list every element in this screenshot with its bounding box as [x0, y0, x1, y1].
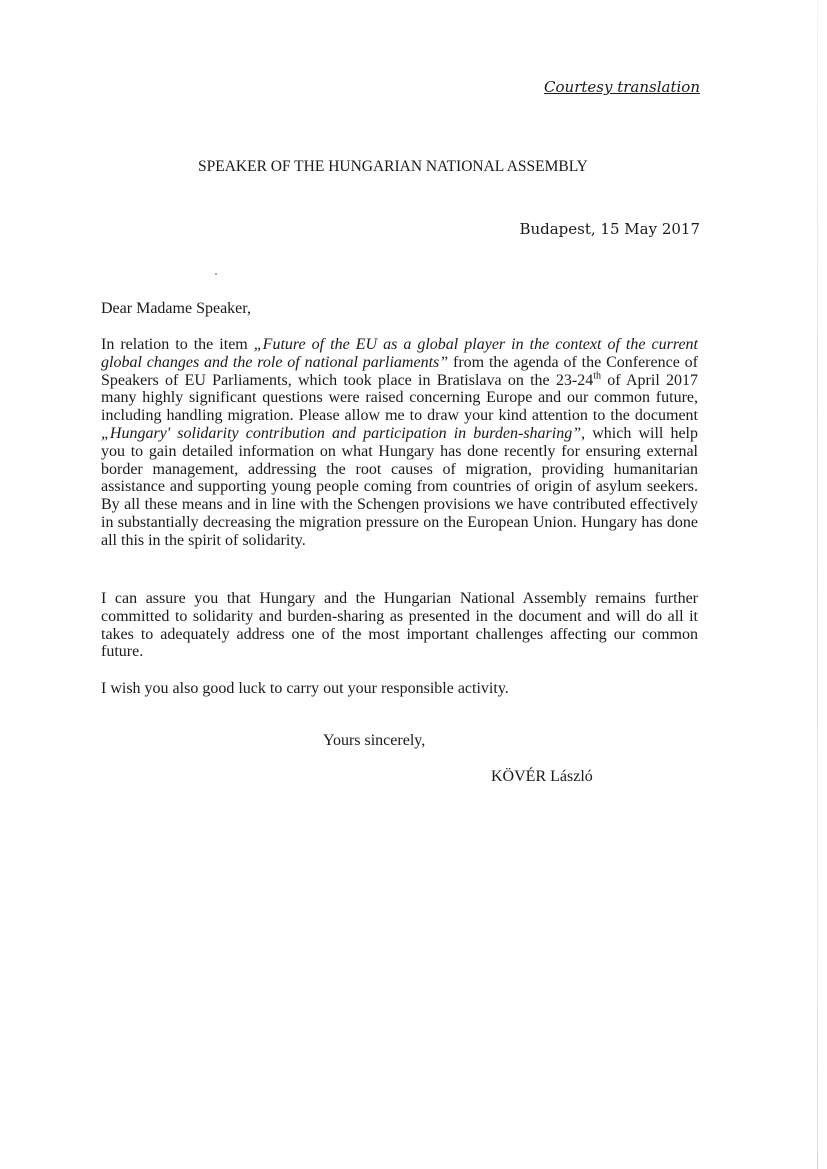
- paragraph-1: [101, 336, 698, 550]
- courtesy-translation-note: Courtesy translation: [544, 78, 700, 96]
- paragraph-2: I can assure you that Hungary and the Hungarian National Assembly remains further committed to solidarity and burden-sharing as presented in the document and will do all it takes to adequately address one of the most important challenges affecting our common future.: [101, 590, 698, 661]
- paragraph-1-part-c: of April 2017 many highly significant questions were raised concerning Europe and our common future, including handling migration. Please allow me to draw your kind attention to the document: [101, 371, 699, 425]
- paragraph-1-part-b: from the agenda of the Conference of Speakers of EU Parliaments, which took place in Bratislava on the 23-24: [101, 353, 699, 389]
- document-title: „Hungary' solidarity contribution and participation in burden-sharing”: [101, 424, 582, 442]
- scan-speck: [215, 273, 217, 275]
- scan-edge-line: [817, 0, 818, 1169]
- letter-heading: SPEAKER OF THE HUNGARIAN NATIONAL ASSEMBLY: [198, 158, 588, 175]
- closing: Yours sincerely,: [323, 732, 426, 749]
- signatory-name: KÖVÉR László: [491, 768, 593, 785]
- ordinal-suffix: th: [593, 370, 602, 382]
- place-and-date: Budapest, 15 May 2017: [519, 220, 700, 238]
- paragraph-3: I wish you also good luck to carry out your responsible activity.: [101, 680, 509, 697]
- paragraph-1-part-d: , which will help you to gain detailed information on what Hungary has done recently for ensuring external border management, addressing the root causes of migration, providing humanitarian assistance and supporting young people coming from countries of origin of asylum seekers. By all these means and in line with the Schengen provisions we have contributed effectively in substantially decreasing the migration pressure on the European Union. Hungary has done all this in the spirit of solidarity.: [101, 424, 698, 549]
- paragraph-1-part-a: In relation to the item: [101, 336, 254, 353]
- salutation: Dear Madame Speaker,: [101, 300, 251, 317]
- agenda-item-title: „Future of the EU as a global player in the context of the current global changes and the role of national parliaments”: [101, 336, 699, 371]
